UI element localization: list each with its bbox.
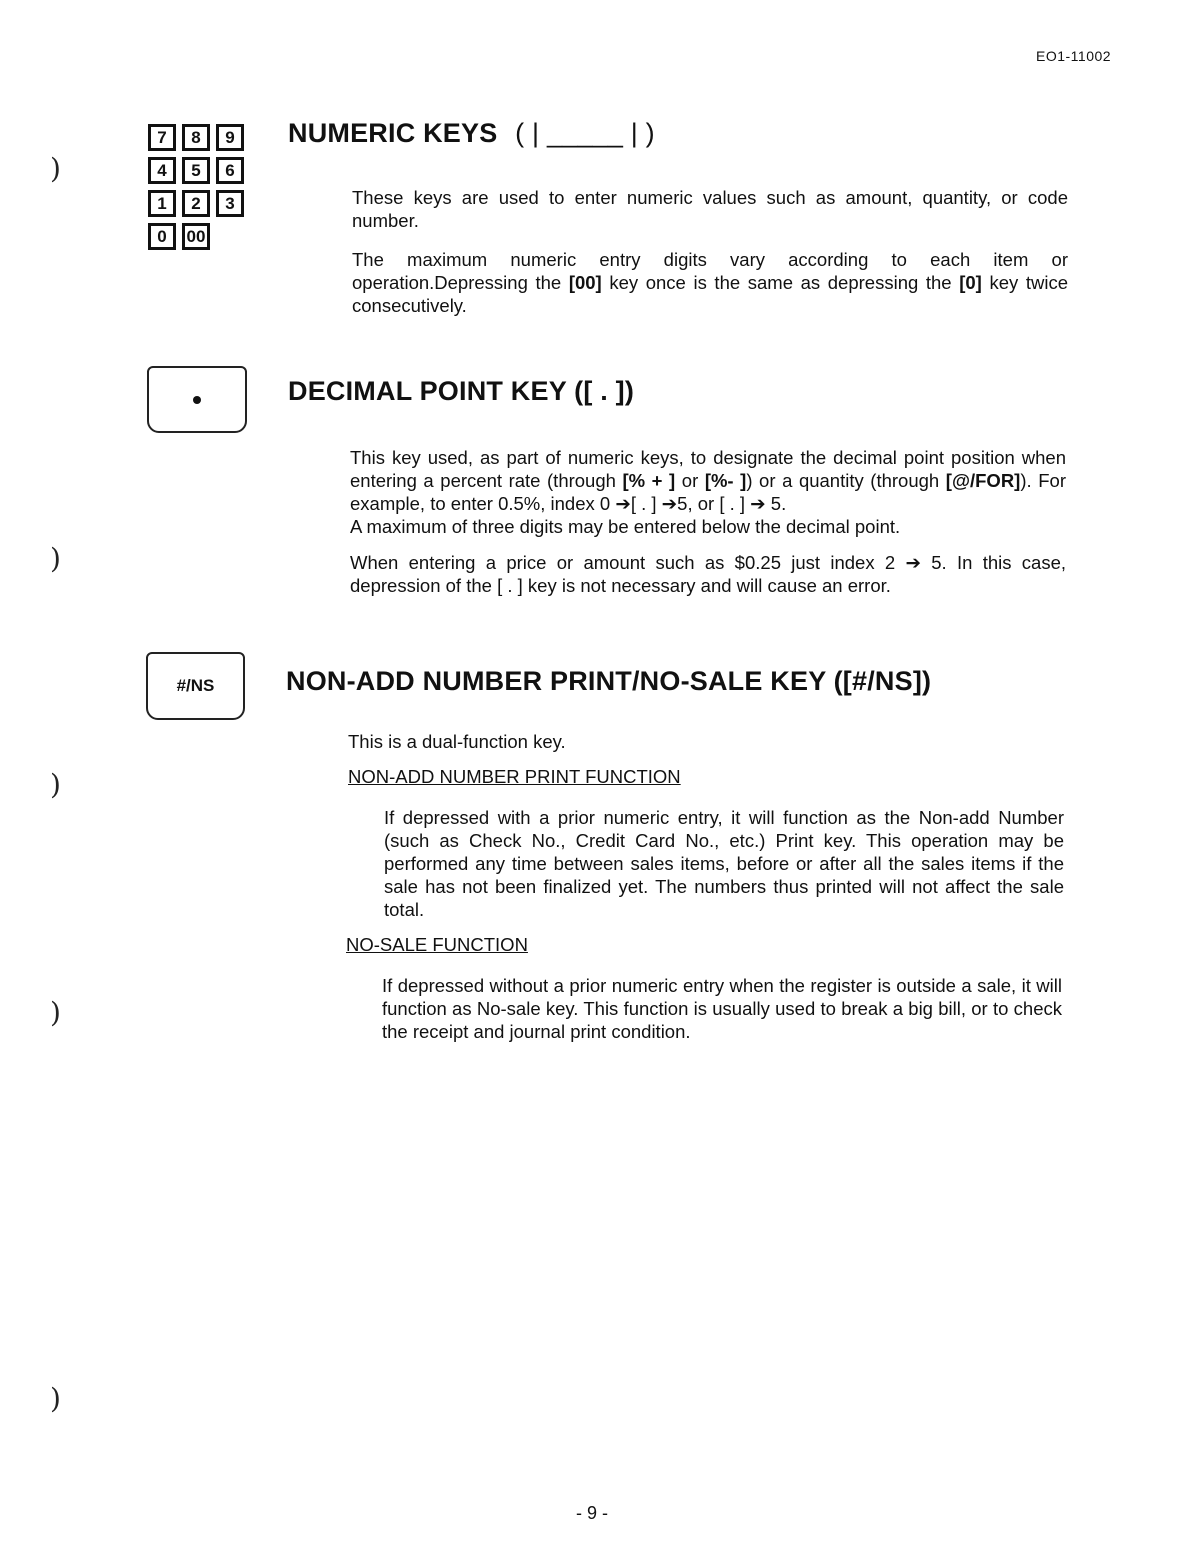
numeric-keys-para-2-a: The maximum numeric entry digits vary according to each item or operation.Depressing the <box>352 249 1068 293</box>
decimal-para-1-b: or <box>675 470 705 491</box>
decimal-key-title: DECIMAL POINT KEY ([ . ]) <box>288 376 635 406</box>
nosale-function-heading: NO-SALE FUNCTION <box>346 934 528 955</box>
pct-minus-ref: [%- ] <box>704 470 747 491</box>
nonadd-function-heading: NON-ADD NUMBER PRINT FUNCTION <box>348 766 681 787</box>
nonadd-key-title: NON-ADD NUMBER PRINT/NO-SALE KEY ([#/NS]) <box>286 666 932 696</box>
decimal-key-para-1 <box>350 446 1066 538</box>
margin-mark: ) <box>50 1382 61 1415</box>
key-3: 3 <box>216 190 244 217</box>
decimal-key-para-2: When entering a price or amount such as $0.25 just index 2 ➔ 5. In this case, depression of the [ . ] key is not necessary and will cause an error. <box>350 552 1066 596</box>
for-key-ref: [@/FOR] <box>945 470 1021 491</box>
decimal-dot-icon <box>193 396 201 404</box>
margin-mark: ) <box>50 996 61 1029</box>
numeric-keys-title <box>288 118 655 149</box>
numeric-keys-para-2-b: key once is the same as depressing the <box>601 272 960 293</box>
numeric-keys-para-2 <box>352 248 1068 317</box>
key-8: 8 <box>182 124 210 151</box>
key-00-ref: [00] <box>568 272 602 293</box>
decimal-para-1-d: ). For example, to enter 0.5%, index 0 ➔[ . ] ➔5, or [ . ] ➔ 5. <box>350 470 1066 514</box>
decimal-para-1-a: This key used, as part of numeric keys, to designate the decimal point position when entering a percent rate (through <box>350 447 1066 491</box>
key-00: 00 <box>182 223 210 250</box>
page-number: - 9 - <box>576 1503 609 1523</box>
key-5: 5 <box>182 157 210 184</box>
decimal-para-1-e: A maximum of three digits may be entered below the decimal point. <box>350 516 901 537</box>
key-6: 6 <box>216 157 244 184</box>
pct-plus-ref: [% + ] <box>622 470 676 491</box>
decimal-key-illustration <box>147 366 247 433</box>
decimal-para-1-c: ) or a quantity (through <box>746 470 946 491</box>
key-7: 7 <box>148 124 176 151</box>
key-0: 0 <box>148 223 176 250</box>
ns-key-illustration <box>146 652 245 720</box>
numeric-keys-title-suffix: ( | _____ | ) <box>515 118 655 148</box>
key-1: 1 <box>148 190 176 217</box>
key-4: 4 <box>148 157 176 184</box>
margin-mark: ) <box>50 542 61 575</box>
ns-key-label: #/NS <box>176 676 215 695</box>
numeric-keys-para-1: These keys are used to enter numeric values such as amount, quantity, or code number. <box>352 187 1068 231</box>
nonadd-intro: This is a dual-function key. <box>348 731 566 752</box>
margin-mark: ) <box>50 152 61 185</box>
numeric-keypad-illustration <box>148 124 248 256</box>
nosale-function-text: If depressed without a prior numeric entry when the register is outside a sale, it will function as No-sale key. This function is usually used to break a big bill, or to check the receipt and journal print condition. <box>382 975 1062 1042</box>
numeric-keys-para-2-c: key twice consecutively. <box>352 272 1069 316</box>
key-2: 2 <box>182 190 210 217</box>
document-id: EO1-11002 <box>1036 48 1112 64</box>
margin-mark: ) <box>50 768 61 801</box>
numeric-keys-title-text: NUMERIC KEYS <box>288 118 498 148</box>
key-0-ref: [0] <box>959 272 982 293</box>
nonadd-function-text: If depressed with a prior numeric entry, it will function as the Non-add Number (such as Check No., Credit Card No., etc.) Print key. This operation may be performed any time between sales items, before or after all the sales items if the sale has not been finalized yet. The numbers thus printed will not affect the sale total. <box>384 807 1064 920</box>
key-9: 9 <box>216 124 244 151</box>
